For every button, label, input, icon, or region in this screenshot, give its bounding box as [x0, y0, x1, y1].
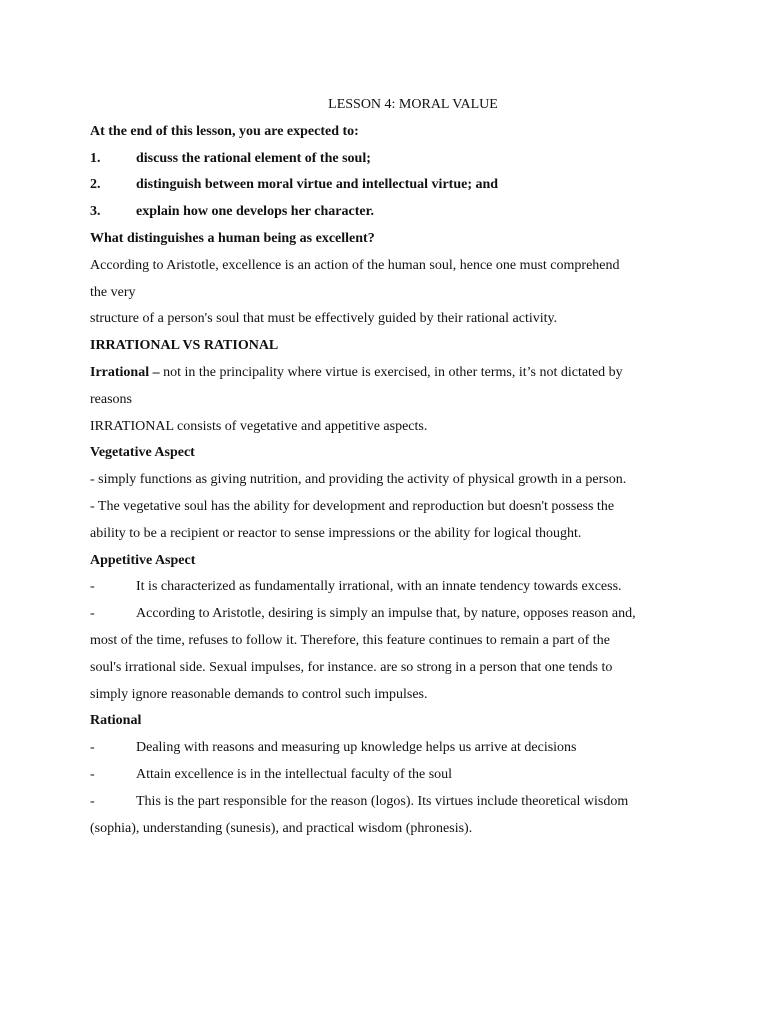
- appetitive-bullet-cont: simply ignore reasonable demands to control such impulses.: [90, 686, 428, 702]
- intro-line: the very: [90, 284, 136, 300]
- objective-number: 1.: [90, 150, 101, 166]
- bullet-dash: -: [90, 793, 95, 809]
- appetitive-bullet-cont: most of the time, refuses to follow it. Therefore, this feature continues to remain a part of the: [90, 632, 610, 648]
- vegetative-line: - simply functions as giving nutrition, and providing the activity of physical growth in a person.: [90, 472, 627, 488]
- bullet-dash: -: [90, 740, 95, 756]
- objective-item: [90, 199, 708, 226]
- rational-bullet: [90, 735, 708, 762]
- bullet-text: Attain excellence is in the intellectual faculty of the soul: [136, 766, 453, 782]
- bullet-dash: -: [90, 606, 95, 622]
- rational-heading: Rational: [90, 713, 142, 729]
- rational-bullet: [90, 789, 708, 816]
- objective-text: explain how one develops her character.: [136, 204, 374, 220]
- bullet-dash: -: [90, 766, 95, 782]
- bullet-dash: -: [90, 579, 95, 595]
- irrational-definition-cont: reasons: [90, 391, 132, 407]
- intro-line: structure of a person's soul that must be effectively guided by their rational activity.: [90, 311, 558, 327]
- rational-bullet-cont: (sophia), understanding (sunesis), and practical wisdom (phronesis).: [90, 820, 473, 836]
- appetitive-heading: Appetitive Aspect: [90, 552, 196, 568]
- intro-line: According to Aristotle, excellence is an action of the human soul, hence one must comprehend: [90, 257, 620, 273]
- question-heading: What distinguishes a human being as excellent?: [90, 230, 375, 246]
- objective-item: [90, 146, 708, 173]
- irrational-definition-text: not in the principality where virtue is exercised, in other terms, it’s not dictated by: [159, 364, 623, 380]
- vegetative-line: - The vegetative soul has the ability for development and reproduction but doesn't possess the: [90, 498, 615, 514]
- lesson-title: LESSON 4: MORAL VALUE: [328, 97, 498, 112]
- irrational-consists: IRRATIONAL consists of vegetative and appetitive aspects.: [90, 418, 428, 434]
- objective-number: 2.: [90, 177, 101, 193]
- bullet-text: Dealing with reasons and measuring up knowledge helps us arrive at decisions: [136, 740, 577, 756]
- bullet-text: According to Aristotle, desiring is simply an impulse that, by nature, opposes reason and,: [136, 606, 636, 622]
- section-heading: IRRATIONAL VS RATIONAL: [90, 338, 279, 354]
- irrational-definition: [90, 360, 708, 387]
- objective-item: [90, 172, 708, 199]
- rational-bullet: [90, 762, 708, 789]
- appetitive-bullet-cont: soul's irrational side. Sexual impulses, for instance. are so strong in a person that one tends to: [90, 659, 613, 675]
- objective-text: distinguish between moral virtue and intellectual virtue; and: [136, 177, 499, 193]
- bullet-text: It is characterized as fundamentally irrational, with an innate tendency towards excess.: [136, 579, 622, 595]
- irrational-term: Irrational –: [90, 364, 160, 380]
- objective-text: discuss the rational element of the soul;: [136, 150, 371, 166]
- appetitive-bullet: [90, 601, 708, 628]
- objective-number: 3.: [90, 204, 101, 220]
- vegetative-heading: Vegetative Aspect: [90, 445, 195, 461]
- vegetative-line: ability to be a recipient or reactor to sense impressions or the ability for logical thought.: [90, 525, 582, 541]
- bullet-text: This is the part responsible for the reason (logos). Its virtues include theoretical wisdom: [136, 793, 629, 809]
- appetitive-bullet: [90, 574, 708, 601]
- objectives-intro: At the end of this lesson, you are expected to:: [90, 123, 359, 139]
